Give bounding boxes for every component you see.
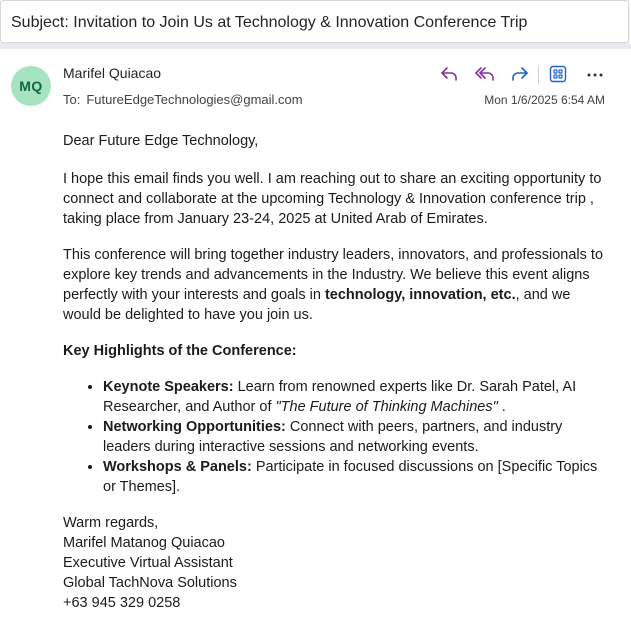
highlight-text: Participate in focused discussions on [Specific Topics or Themes]. (103, 459, 598, 495)
highlight-title: Networking Opportunities: (103, 419, 286, 435)
conference-paragraph (63, 245, 608, 325)
conference-text: This conference will bring together industry leaders, innovators, and professionals to explore key trends and advancements in the Industry. We believe this event aligns perfectly with your interests and goals in (63, 247, 604, 303)
highlight-text: Connect with peers, partners, and industry leaders during interactive sessions and networking events. (103, 419, 563, 455)
reply-icon (439, 65, 459, 83)
timestamp: Mon 1/6/2025 6:54 AM (484, 93, 605, 107)
list-item (103, 417, 608, 457)
highlight-text-end: . (497, 399, 506, 415)
highlights-heading: Key Highlights of the Conference: (63, 343, 297, 359)
highlight-title: Workshops & Panels: (103, 459, 252, 475)
apps-button[interactable] (546, 63, 570, 85)
interests-bold: technology, innovation, etc. (324, 287, 516, 303)
list-item (103, 457, 608, 497)
more-icon (586, 65, 604, 83)
action-separator (538, 66, 539, 84)
email-body (63, 131, 608, 613)
reply-all-button[interactable] (473, 63, 497, 85)
signature (63, 513, 608, 613)
header-divider (0, 44, 631, 49)
signer-phone[interactable]: +63 945 329 0258 (63, 595, 181, 611)
book-title: "The Future of Thinking Machines" (275, 399, 498, 415)
highlight-text: Learn from renowned experts like Dr. Sarah Patel, AI Researcher, and Author of (103, 379, 577, 415)
forward-icon (510, 65, 530, 83)
apps-grid-icon (549, 65, 567, 83)
reply-all-icon (474, 65, 496, 83)
list-item (103, 377, 608, 417)
recipient-address[interactable]: FutureEdgeTechnologies@gmail.com (86, 92, 303, 107)
to-label: To: (63, 92, 81, 107)
signer-company: Global TachNova Solutions (63, 575, 237, 591)
reply-button[interactable] (437, 63, 461, 85)
subject-bar (0, 0, 629, 43)
email-subject: Subject: Invitation to Join Us at Technology & Innovation Conference Trip (11, 14, 528, 31)
highlights-list (63, 377, 608, 497)
conference-text-end: , and we would be delighted to have you join us. (63, 287, 571, 323)
recipient-line (63, 92, 303, 107)
more-button[interactable] (583, 63, 607, 85)
sign-off: Warm regards, (63, 515, 159, 531)
intro-paragraph: I hope this email finds you well. I am reaching out to share an exciting opportunity to connect and collaborate at the upcoming Technology & Innovation conference trip , taking place from January 23-24, 2025 at United Arab of Emirates. (63, 171, 602, 227)
forward-button[interactable] (508, 63, 532, 85)
signer-name: Marifel Matanog Quiacao (63, 535, 225, 551)
sender-name[interactable]: Marifel Quiacao (63, 65, 162, 81)
signer-title: Executive Virtual Assistant (63, 555, 233, 571)
greeting: Dear Future Edge Technology, (63, 133, 259, 149)
highlight-title: Keynote Speakers: (103, 379, 234, 395)
avatar[interactable]: MQ (11, 66, 51, 106)
